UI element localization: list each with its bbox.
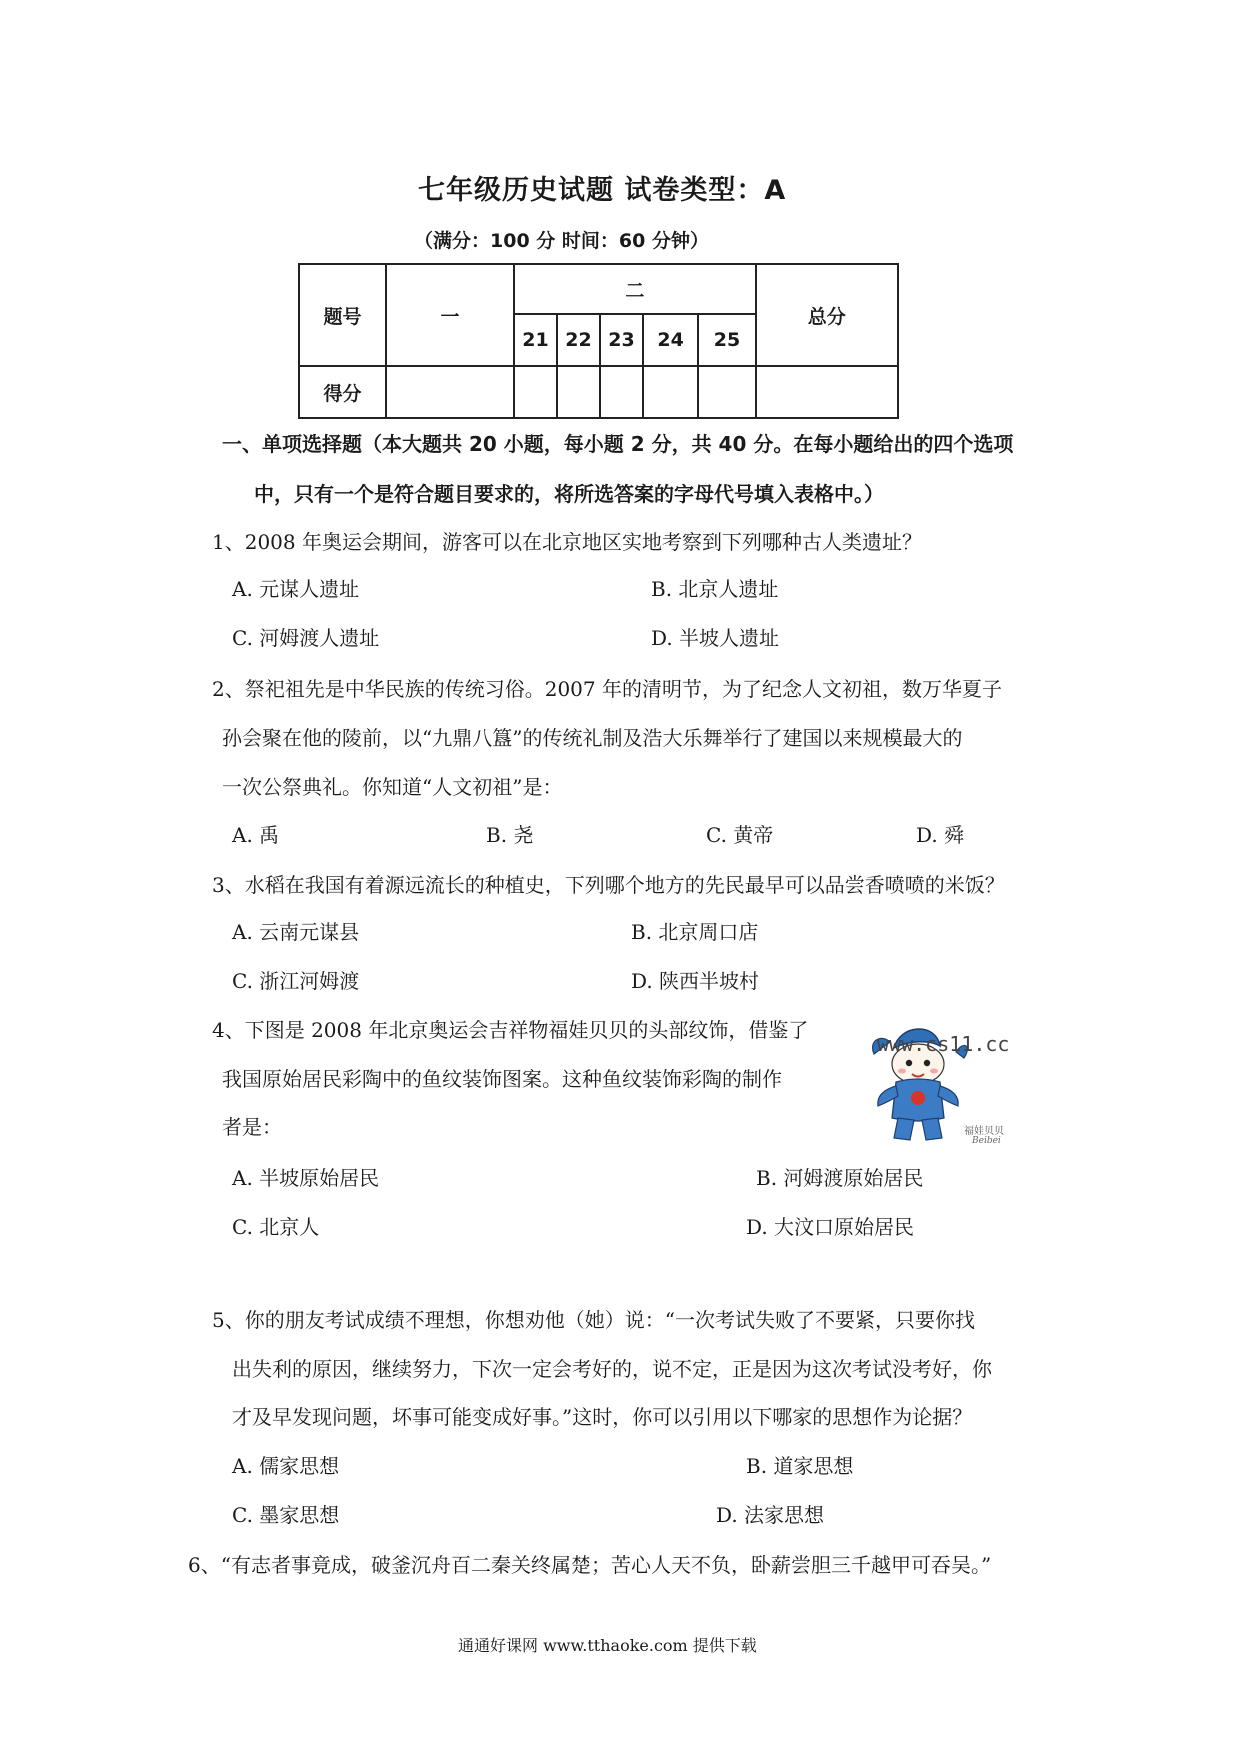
question-6-text: 6、“有志者事竟成，破釜沉舟百二秦关终属楚；苦心人天不负，卧薪尝胆三千越甲可吞吴。”	[188, 1553, 992, 1577]
question-3-option-a: A. 云南元谋县	[232, 920, 360, 944]
question-1-text: 1、2008 年奥运会期间，游客可以在北京地区实地考察到下列哪种古人类遗址？	[212, 530, 922, 554]
question-2-text: 一次公祭典礼。你知道“人文初祖”是：	[222, 775, 563, 799]
table-subheader: 23	[600, 314, 643, 366]
image-caption-en: Beibei	[972, 1136, 1001, 1146]
table-header-part-one: 一	[386, 264, 514, 366]
question-4-text: 者是：	[222, 1115, 282, 1139]
score-cell-21[interactable]	[514, 366, 557, 418]
image-caption: 福娃贝贝	[964, 1126, 1004, 1137]
section-heading-line2: 中，只有一个是符合题目要求的，将所选答案的字母代号填入表格中。）	[254, 482, 884, 506]
question-2-text: 2、祭祀祖先是中华民族的传统习俗。2007 年的清明节，为了纪念人文初祖，数万华夏子	[212, 677, 1002, 701]
table-header-part-two: 二	[514, 264, 756, 314]
exam-info: （满分：100 分 时间：60 分钟）	[414, 230, 709, 252]
page-footer: 通通好课网 www.tthaoke.com 提供下载	[458, 1636, 757, 1655]
question-4-option-c: C. 北京人	[232, 1215, 320, 1239]
question-3-option-d: D. 陕西半坡村	[631, 969, 760, 993]
question-3-option-b: B. 北京周口店	[631, 920, 759, 944]
question-3-text: 3、水稻在我国有着源远流长的种植史，下列哪个地方的先民最早可以品尝香喷喷的米饭？	[212, 873, 1005, 897]
question-4-option-a: A. 半坡原始居民	[232, 1166, 380, 1190]
score-table	[298, 263, 899, 419]
question-4-text: 我国原始居民彩陶中的鱼纹装饰图案。这种鱼纹装饰彩陶的制作	[222, 1067, 782, 1091]
section-heading-line1: 一、单项选择题（本大题共 20 小题，每小题 2 分，共 40 分。在每小题给出的四个选项	[222, 432, 1014, 456]
table-subheader: 25	[698, 314, 755, 366]
score-cell-total[interactable]	[756, 366, 898, 418]
page-title: 七年级历史试题 试卷类型：A	[418, 175, 787, 206]
question-5-option-b: B. 道家思想	[746, 1454, 854, 1478]
score-cell-23[interactable]	[600, 366, 643, 418]
question-4-option-d: D. 大汶口原始居民	[746, 1215, 915, 1239]
question-2-option-b: B. 尧	[486, 823, 534, 847]
question-4-text: 4、下图是 2008 年北京奥运会吉祥物福娃贝贝的头部纹饰，借鉴了	[212, 1018, 809, 1042]
score-cell-25[interactable]	[698, 366, 755, 418]
question-2-option-d: D. 舜	[916, 823, 965, 847]
question-1-option-b: B. 北京人遗址	[651, 577, 779, 601]
table-subheader: 24	[643, 314, 698, 366]
score-cell-22[interactable]	[557, 366, 600, 418]
question-5-text: 5、你的朋友考试成绩不理想，你想劝他（她）说：“一次考试失败了不要紧，只要你找	[212, 1308, 975, 1332]
question-5-option-c: C. 墨家思想	[232, 1503, 340, 1527]
table-header-number: 题号	[299, 264, 386, 366]
question-1-option-a: A. 元谋人遗址	[232, 577, 360, 601]
question-5-option-d: D. 法家思想	[716, 1503, 825, 1527]
score-cell-part-one[interactable]	[386, 366, 514, 418]
score-cell-24[interactable]	[643, 366, 698, 418]
question-5-text: 出失利的原因，继续努力，下次一定会考好的，说不定，正是因为这次考试没考好，你	[232, 1357, 992, 1381]
table-subheader: 21	[514, 314, 557, 366]
question-1-option-c: C. 河姆渡人遗址	[232, 626, 380, 650]
table-subheader: 22	[557, 314, 600, 366]
question-2-option-a: A. 禹	[232, 823, 280, 847]
question-3-option-c: C. 浙江河姆渡	[232, 969, 360, 993]
question-5-text: 才及早发现问题，坏事可能变成好事。”这时，你可以引用以下哪家的思想作为论据？	[232, 1405, 973, 1429]
table-row-label-score: 得分	[299, 366, 386, 418]
watermark-text: www.cs11.cc	[877, 1032, 1010, 1056]
question-2-option-c: C. 黄帝	[706, 823, 774, 847]
question-5-option-a: A. 儒家思想	[232, 1454, 340, 1478]
question-1-option-d: D. 半坡人遗址	[651, 626, 780, 650]
question-2-text: 孙会聚在他的陵前，以“九鼎八簋”的传统礼制及浩大乐舞举行了建国以来规模最大的	[222, 726, 963, 750]
mascot-image	[860, 1018, 1020, 1158]
table-header-total: 总分	[756, 264, 898, 366]
question-4-option-b: B. 河姆渡原始居民	[756, 1166, 924, 1190]
